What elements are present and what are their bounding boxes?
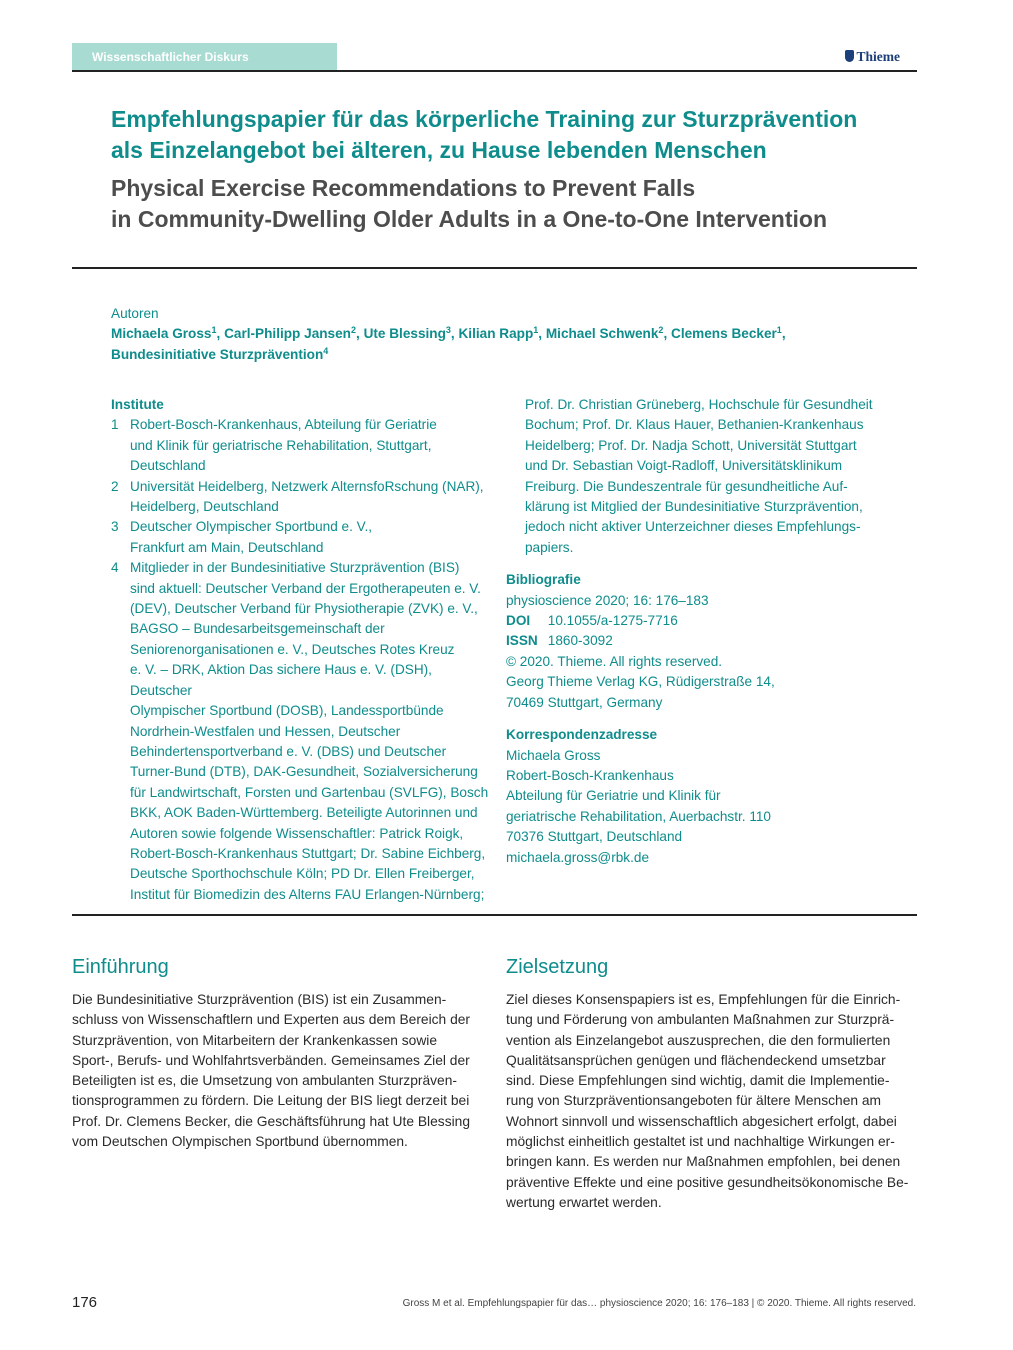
journal-citation: physioscience 2020; 16: 176–183 (506, 592, 709, 608)
section-goal-body (506, 990, 916, 1213)
body-line: Prof. Dr. Clemens Becker, die Geschäftsführung hat Ute Blessing (72, 1113, 471, 1129)
institute-continuation-line: Bochum; Prof. Dr. Klaus Hauer, Bethanien-Krankenhaus (525, 417, 864, 433)
body-line: tung und Förderung von ambulanten Maßnahmen zur Sturzprä- (506, 1012, 895, 1028)
title-german-line2: als Einzelangebot bei älteren, zu Hause lebenden Menschen (111, 137, 767, 163)
body-line: schluss von Wissenschaftlern und Experten aus dem Bereich der (72, 1012, 471, 1028)
institute-line: BKK, AOK Baden-Württemberg. Beteiligte Autorinnen und (130, 805, 478, 821)
institute-line: Turner-Bund (DTB), DAK-Gesundheit, Sozialversicherung (130, 764, 478, 780)
author-affiliation-sup: 1 (776, 325, 782, 336)
bibliography-block (506, 570, 906, 713)
author-affiliation-sup: 1 (211, 325, 217, 336)
institute-line: Olympischer Sportbund (DOSB), Landessportbünde (130, 703, 444, 719)
author-name: Carl-Philipp Jansen (224, 326, 351, 342)
body-line: Sturzprävention, von Mitarbeitern der Krankenkassen sowie (72, 1032, 438, 1048)
copyright-line: © 2020. Thieme. All rights reserved. (506, 653, 723, 669)
institute-number: 4 (111, 560, 119, 576)
correspondence-line: Robert-Bosch-Krankenhaus (506, 767, 674, 783)
institute-number: 3 (111, 519, 119, 535)
body-line: bringen kann. Es werden nur Maßnahmen empfohlen, bei denen (506, 1154, 901, 1170)
correspondence-line: geriatrische Rehabilitation, Auerbachstr. 110 (506, 808, 771, 824)
section-label: Wissenschaftlicher Diskurs (72, 43, 337, 71)
title-rule (72, 267, 917, 269)
correspondence-block (506, 725, 906, 868)
section-goal (506, 954, 916, 1213)
publisher-address-1: Georg Thieme Verlag KG, Rüdigerstraße 14, (506, 674, 775, 690)
institute-item (111, 517, 491, 558)
content-rule (72, 914, 917, 916)
institute-continuation-line: Prof. Dr. Christian Grüneberg, Hochschule für Gesundheit (525, 397, 873, 412)
right-info-column (506, 395, 906, 868)
publisher-logo: Thieme (845, 49, 901, 65)
institute-line: BAGSO – Bundesarbeitsgemeinschaft der (130, 621, 385, 637)
institute-line: (DEV), Deutscher Verband für Physiotherapie (ZVK) e. V., (130, 601, 478, 617)
issn-line: ISSN 1860-3092 (506, 633, 613, 649)
title-block (111, 104, 921, 235)
doi-line: DOI 10.1055/a-1275-7716 (506, 613, 678, 629)
body-line: möglichst einheitlich gestaltet ist und nachhaltige Wirkungen er- (506, 1134, 895, 1150)
author-name: Clemens Becker (671, 326, 777, 342)
correspondence-line: 70376 Stuttgart, Deutschland (506, 829, 683, 845)
institute-continuation-line: klärung ist Mitglied der Bundesinitiative Sturzprävention, (525, 499, 863, 515)
institute-continuation-line: Freiburg. Die Bundeszentrale für gesundheitliche Auf- (525, 478, 848, 494)
page-number: 176 (72, 1294, 98, 1311)
body-line: wertung erwartet werden. (506, 1194, 662, 1210)
body-line: rung von Sturzpräventionsangeboten für ältere Menschen am (506, 1093, 882, 1109)
email-link[interactable]: michaela.gross@rbk.de (506, 849, 649, 865)
institute-number: 2 (111, 478, 119, 494)
body-line: vom Deutschen Olympischen Sportbund übernommen. (72, 1134, 408, 1150)
authors-label: Autoren (111, 306, 159, 321)
body-line: Sport-, Berufs- und Wohlfahrtsverbänden. Gemeinsames Ziel der (72, 1052, 470, 1068)
author-affiliation-sup: 2 (658, 325, 664, 336)
header-rule (72, 70, 917, 72)
author-affiliation-sup: 3 (445, 325, 451, 336)
institute-line: e. V. – DRK, Aktion Das sichere Haus e. V. (DSH), Deutscher (130, 662, 432, 698)
authors-list: Michaela Gross$^1$, Carl-Philipp Jansen$^2$, Ute Blessing$^3$, Kilian Rapp$^1$, Michael Schwenk$^2$, Clemens Becker$^1$, (111, 325, 786, 342)
body-line: Wohnort sinnvoll und wissenschaftlich abgesichert erfolgt, dabei (506, 1113, 897, 1129)
institutes-list (111, 415, 491, 905)
title-english-line1: Physical Exercise Recommendations to Prevent Falls (111, 175, 696, 201)
institute-continuation-line: papiers. (525, 539, 574, 555)
institute-continuation-line: jedoch nicht aktiver Unterzeichner dieses Empfehlungs- (525, 519, 861, 535)
institute-line: und Klinik für geriatrische Rehabilitation, Stuttgart, (130, 437, 432, 453)
correspondence-lines (506, 746, 906, 868)
authors-group: Bundesinitiative Sturzprävention$^4$ (111, 345, 329, 362)
section-intro-body (72, 990, 482, 1152)
institute-line: sind aktuell: Deutscher Verband der Ergotherapeuten e. V. (130, 580, 481, 596)
institutes-continuation (506, 395, 906, 558)
institute-continuation-line: Heidelberg; Prof. Dr. Nadja Schott, Universität Stuttgart (525, 437, 857, 453)
institute-line: Seniorenorganisationen e. V., Deutsches Rotes Kreuz (130, 641, 455, 657)
correspondence-line: Michaela Gross (506, 747, 601, 763)
body-line: Die Bundesinitiative Sturzprävention (BIS) ist ein Zusammen- (72, 992, 447, 1007)
body-line: sind. Diese Empfehlungen sind wichtig, damit die Implementie- (506, 1073, 890, 1089)
publisher-address-2: 70469 Stuttgart, Germany (506, 694, 663, 710)
footer-citation: Gross M et al. Empfehlungspapier für das… physioscience 2020; 16: 176–183 | © 2020. Thieme. All rights reserved. (402, 1298, 916, 1309)
thieme-logo-icon (845, 50, 854, 62)
institute-line: Heidelberg, Deutschland (130, 499, 279, 515)
institute-line: Institut für Biomedizin des Alterns FAU Erlangen-Nürnberg; (130, 886, 485, 902)
authors-block (111, 304, 911, 365)
body-line: präventive Effekte und eine positive gesundheitsökonomische Be- (506, 1174, 909, 1190)
section-goal-heading: Zielsetzung (506, 956, 609, 978)
institutes-block (111, 395, 491, 905)
author-name: Michaela Gross (111, 326, 212, 342)
title-english-line2: in Community-Dwelling Older Adults in a One-to-One Intervention (111, 206, 827, 232)
author-affiliation-sup: 1 (533, 325, 539, 336)
institute-line: Robert-Bosch-Krankenhaus Stuttgart; Dr. Sabine Eichberg, (130, 845, 486, 861)
institute-line: Autoren sowie folgende Wissenschaftler: Patrick Roigk, (130, 825, 464, 841)
institute-item (111, 477, 491, 518)
doi-link[interactable]: 10.1055/a-1275-7716 (547, 613, 678, 629)
body-line: vention als Einzelangebot auszusprechen, die den formulierten (506, 1032, 891, 1048)
section-intro (72, 954, 482, 1152)
correspondence-line: Abteilung für Geriatrie und Klinik für (506, 788, 721, 804)
institute-continuation-line: und Dr. Sebastian Voigt-Radloff, Universitätsklinikum (525, 458, 843, 474)
institute-line: Deutsche Sporthochschule Köln; PD Dr. Ellen Freiberger, (130, 866, 475, 882)
institute-line: Deutschland (130, 458, 206, 474)
body-line: Beteiligten ist es, die Umsetzung von ambulanten Sturzpräven- (72, 1073, 457, 1089)
body-line: Qualitätsansprüchen genügen und flächendeckend umsetzbar (506, 1052, 886, 1068)
bibliography-label: Bibliografie (506, 572, 581, 588)
institute-line: Deutscher Olympischer Sportbund e. V., (130, 519, 373, 535)
institute-line: Robert-Bosch-Krankenhaus, Abteilung für Geriatrie (130, 417, 437, 433)
institute-line: Nordrhein-Westfalen und Hessen, Deutscher (130, 723, 401, 739)
author-affiliation-sup: 2 (350, 325, 356, 336)
institute-line: Frankfurt am Main, Deutschland (130, 539, 324, 555)
institute-line: Universität Heidelberg, Netzwerk AlternsfoRschung (NAR), (130, 478, 484, 494)
author-name: Michael Schwenk (545, 326, 659, 342)
institute-line: Mitglieder in der Bundesinitiative Sturzprävention (BIS) (130, 560, 460, 576)
author-name: Kilian Rapp (458, 326, 534, 342)
institute-item (111, 415, 491, 476)
institute-number: 1 (111, 417, 119, 433)
institutes-label: Institute (111, 397, 164, 412)
institute-line: für Landwirtschaft, Forsten und Gartenbau (SVLFG), Bosch (130, 784, 489, 800)
title-german-line1: Empfehlungspapier für das körperliche Training zur Sturzprävention (111, 106, 858, 132)
body-line: tionsprogrammen zu fördern. Die Leitung der BIS liegt derzeit bei (72, 1093, 470, 1109)
body-line: Ziel dieses Konsenspapiers ist es, Empfehlungen für die Einrich- (506, 992, 901, 1007)
author-name: Ute Blessing (363, 326, 446, 342)
institute-item (111, 558, 491, 905)
section-intro-heading: Einführung (72, 956, 169, 978)
institute-line: Behindertensportverband e. V. (DBS) und Deutscher (130, 743, 447, 759)
correspondence-label: Korrespondenzadresse (506, 727, 658, 743)
